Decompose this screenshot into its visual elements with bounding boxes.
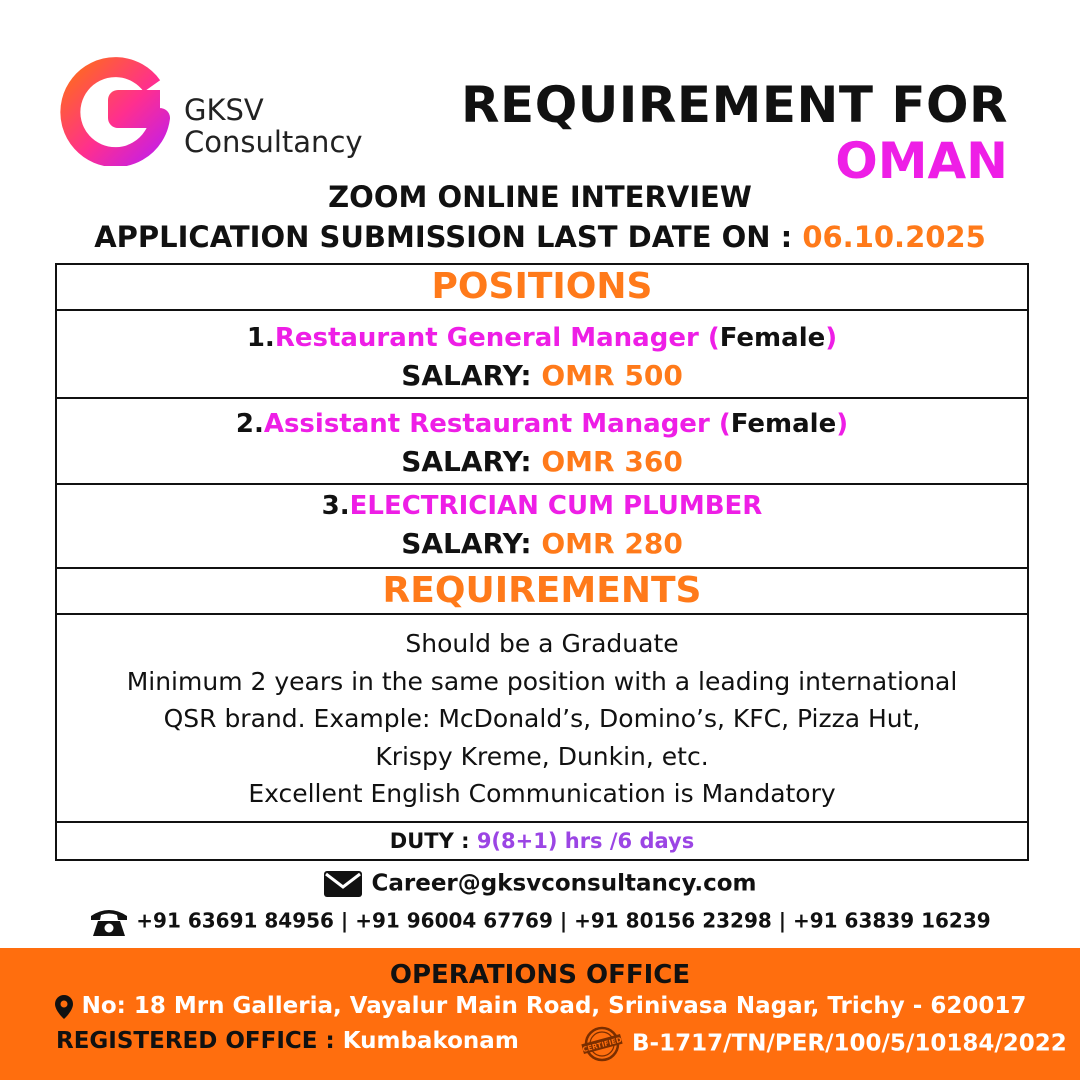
registered-office: [56, 1028, 519, 1054]
phone-contact: [0, 906, 1080, 938]
positions-table: [55, 263, 1029, 861]
certified-stamp-icon: [580, 1026, 624, 1062]
requirement-line: QSR brand. Example: McDonald’s, Domino’s, KFC, Pizza Hut,: [163, 704, 921, 733]
salary-value: OMR 360: [541, 445, 683, 478]
position-row-1: [57, 311, 1027, 399]
requirement-line: Minimum 2 years in the same position with a leading international: [126, 666, 958, 696]
duty-label: DUTY :: [389, 829, 470, 853]
salary-label: SALARY:: [401, 527, 532, 560]
operations-office-title: OPERATIONS OFFICE: [389, 960, 691, 990]
license-number: B-1717/TN/PER/100/5/10184/2022: [632, 1030, 1067, 1057]
requirements-header-row: [57, 569, 1027, 615]
position-row-2: [57, 399, 1027, 485]
position-gender: Female: [719, 323, 826, 353]
position-salary: [57, 525, 1027, 563]
page-title: REQUIREMENT FOR: [461, 76, 1008, 134]
position-salary: [57, 443, 1027, 481]
paren-open: (: [698, 323, 720, 353]
deadline-label: APPLICATION SUBMISSION LAST DATE ON :: [94, 220, 793, 254]
salary-value: OMR 280: [541, 527, 683, 560]
location-pin-icon: [54, 994, 74, 1020]
g-logo-icon: [60, 56, 170, 166]
company-name: [184, 94, 363, 158]
requirement-line: Should be a Graduate: [405, 629, 679, 658]
requirement-line: Excellent English Communication is Mandatory: [248, 779, 836, 808]
position-salary: [57, 357, 1027, 395]
position-row-3: [57, 485, 1027, 569]
positions-title: POSITIONS: [431, 266, 653, 307]
interview-mode: ZOOM ONLINE INTERVIEW: [328, 180, 752, 214]
position-name: Restaurant General Manager: [274, 323, 699, 353]
email-contact: [0, 870, 1080, 898]
paren-close: ): [825, 323, 838, 353]
duty-row: [57, 823, 1027, 859]
position-title: [57, 487, 1027, 525]
requirements-title: REQUIREMENTS: [382, 570, 702, 611]
requirement-line: Krispy Kreme, Dunkin, etc.: [375, 741, 709, 771]
country-title: OMAN: [835, 132, 1008, 190]
paren-open: (: [709, 409, 731, 439]
position-number: 1.: [246, 323, 275, 353]
mail-icon: [323, 870, 363, 898]
registered-office-label: REGISTERED OFFICE :: [56, 1028, 335, 1054]
position-number: 3.: [321, 491, 350, 521]
duty-line: [57, 823, 1027, 859]
position-name: Assistant Restaurant Manager: [263, 409, 710, 439]
registered-office-value: Kumbakonam: [342, 1028, 519, 1054]
deadline-line: [0, 220, 1080, 254]
position-name: ELECTRICIAN CUM PLUMBER: [349, 491, 763, 521]
phone-numbers[interactable]: +91 63691 84956 | +91 96004 67769 | +91 80156 23298 | +91 63839 16239: [136, 908, 991, 933]
email-link[interactable]: Career@gksvconsultancy.com: [371, 870, 757, 897]
license-info: [580, 1026, 1067, 1062]
position-title: [57, 405, 1027, 443]
deadline-date: 06.10.2025: [802, 220, 986, 254]
company-logo: [60, 56, 170, 166]
company-name-line1: GKSV: [184, 93, 264, 127]
positions-header-row: [57, 265, 1027, 311]
svg-text:CERTIFIED: CERTIFIED: [581, 1035, 623, 1055]
company-name-line2: Consultancy: [184, 125, 363, 159]
position-title: [57, 319, 1027, 357]
operations-address: [0, 993, 1080, 1020]
salary-value: OMR 500: [541, 359, 683, 392]
duty-value: 9(8+1) hrs /6 days: [476, 829, 695, 853]
salary-label: SALARY:: [401, 445, 532, 478]
salary-label: SALARY:: [401, 359, 532, 392]
telephone-icon: [89, 906, 129, 938]
address-text: No: 18 Mrn Galleria, Vayalur Main Road, Srinivasa Nagar, Trichy - 620017: [81, 993, 1027, 1019]
position-gender: Female: [730, 409, 837, 439]
requirements-body: [57, 615, 1027, 823]
paren-close: ): [836, 409, 849, 439]
position-number: 2.: [235, 409, 264, 439]
